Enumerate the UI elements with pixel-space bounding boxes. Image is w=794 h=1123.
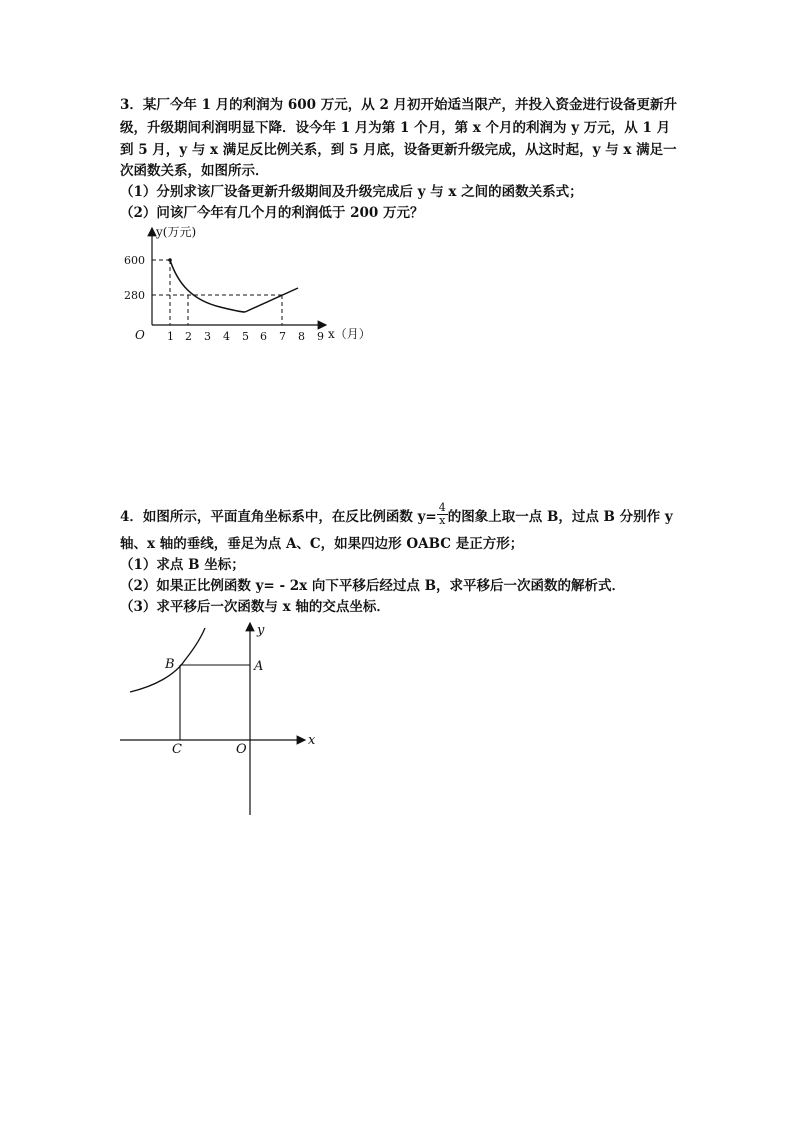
y-tick-600: 600	[124, 254, 145, 267]
x-tick-7: 7	[279, 330, 286, 343]
x-tick-4: 4	[223, 330, 230, 343]
problem3-question-2: （2）问该厂今年有几个月的利润低于 200 万元？	[120, 205, 424, 221]
x-tick-1: 1	[167, 330, 174, 343]
problem4-question-1: （1）求点 B 坐标；	[120, 557, 245, 573]
label-y: y	[257, 623, 265, 638]
problem4-line-2: 轴、x 轴的垂线，垂足为点 A、C，如果四边形 OABC 是正方形；	[120, 536, 524, 552]
label-C: C	[172, 742, 182, 757]
linear-segment	[245, 288, 298, 312]
problem4-line-1-after: 的图象上取一点 B，过点 B 分别作 y	[447, 509, 673, 525]
x-tick-2: 2	[185, 330, 192, 343]
y-axis-label: y(万元)	[156, 225, 197, 239]
x-tick-5: 5	[242, 330, 249, 343]
x-tick-6: 6	[260, 330, 267, 343]
problem4-question-2: （2）如果正比例函数 y= - 2x 向下平移后经过点 B，求平移后一次函数的解析式．	[120, 578, 626, 594]
y-tick-280: 280	[124, 289, 145, 302]
problem3-line-1: 3．某厂今年 1 月的利润为 600 万元，从 2 月初开始适当限产，并投入资金进行设备更新升	[120, 97, 678, 113]
x-tick-8: 8	[298, 330, 305, 343]
problem3-line-2: 级，升级期间利润明显下降．设今年 1 月为第 1 个月，第 x 个月的利润为 y 万元，从 1 月	[120, 120, 671, 136]
fraction	[437, 502, 448, 527]
label-O: O	[236, 742, 247, 757]
inverse-curve	[170, 260, 245, 312]
x-tick-9: 9	[317, 330, 324, 343]
label-A: A	[254, 659, 264, 674]
profit-chart	[120, 222, 380, 347]
problem4-line-1	[120, 501, 673, 530]
fraction-denominator: x	[439, 514, 446, 527]
origin-label: O	[135, 328, 145, 342]
coordinate-figure	[115, 620, 335, 820]
fraction-numerator: 4	[438, 501, 446, 514]
problem4-line-1-before: 4．如图所示，平面直角坐标系中，在反比例函数 y=	[120, 509, 437, 525]
problem3-line-4: 次函数关系，如图所示．	[120, 163, 269, 179]
problem4-question-3: （3）求平移后一次函数与 x 轴的交点坐标．	[120, 599, 390, 615]
label-x: x	[308, 733, 316, 748]
x-axis-label: x（月）	[328, 327, 371, 341]
label-B: B	[165, 657, 175, 672]
x-tick-3: 3	[204, 330, 211, 343]
problem3-line-3: 到 5 月，y 与 x 满足反比例关系，到 5 月底，设备更新升级完成，从这时起，y 与 x 满足一	[120, 142, 677, 158]
problem3-question-1: （1）分别求该厂设备更新升级期间及升级完成后 y 与 x 之间的函数关系式；	[120, 184, 583, 200]
